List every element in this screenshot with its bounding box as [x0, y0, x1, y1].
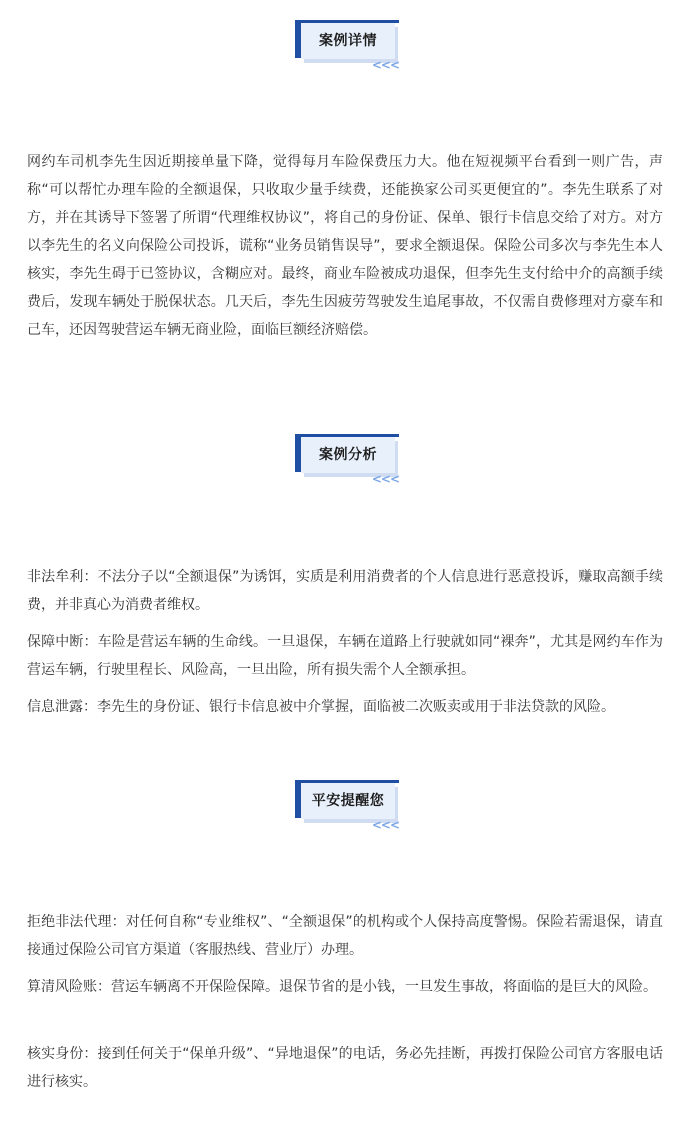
chevron-left-icon: <<<	[371, 472, 399, 486]
section-title: 案例详情	[319, 33, 377, 49]
section-header-case-details	[295, 20, 401, 74]
chevron-left-icon: <<<	[371, 58, 399, 72]
case-details-paragraph: 网约车司机李先生因近期接单量下降，觉得每月车险保费压力大。他在短视频平台看到一则广告，声称“可以帮忙办理车险的全额退保，只收取少量手续费，还能换家公司买更便宜的”。李先生联系了对方，并在其诱导下签署了所谓“代理维权协议”，将自己的身份证、保单、银行卡信息交给了对方。对方以李先生的名义向保险公司投诉，谎称“业务员销售误导”，要求全额退保。保险公司多次与李先生本人核实，李先生碍于已签协议，含糊应对。最终，商业车险被成功退保，但李先生支付给中介的高额手续费后，发现车辆处于脱保状态。几天后，李先生因疲劳驾驶发生追尾事故，不仅需自费修理对方豪车和己车，还因驾驶营运车辆无商业险，面临巨额经济赔偿。	[27, 154, 663, 338]
section-header-case-analysis	[295, 434, 401, 488]
analysis-paragraph-illegal-profit: 非法牟利：不法分子以“全额退保”为诱饵，实质是利用消费者的个人信息进行恶意投诉，赚取高额手续费，并非真心为消费者维权。	[27, 569, 663, 613]
analysis-paragraph-coverage-gap: 保障中断：车险是营运车辆的生命线。一旦退保，车辆在道路上行驶就如同“裸奔”，尤其是网约车作为营运车辆，行驶里程长、风险高，一旦出险，所有损失需个人全额承担。	[27, 634, 663, 678]
analysis-paragraph-info-leak: 信息泄露：李先生的身份证、银行卡信息被中介掌握，面临被二次贩卖或用于非法贷款的风险。	[27, 699, 615, 715]
reminder-paragraph-verify-identity: 核实身份：接到任何关于“保单升级”、“异地退保”的电话，务必先挂断，再拨打保险公司官方客服电话进行核实。	[27, 1046, 663, 1090]
reminder-paragraph-risk-calculation: 算清风险账：营运车辆离不开保险保障。退保节省的是小钱，一旦发生事故，将面临的是巨大的风险。	[27, 979, 657, 995]
section-title: 案例分析	[319, 447, 377, 463]
section-header-safety-reminder	[295, 780, 401, 834]
chevron-left-icon: <<<	[371, 818, 399, 832]
section-title: 平安提醒您	[311, 793, 385, 809]
reminder-paragraph-refuse-agents: 拒绝非法代理：对任何自称“专业维权”、“全额退保”的机构或个人保持高度警惕。保险若需退保，请直接通过保险公司官方渠道（客服热线、营业厅）办理。	[27, 914, 663, 958]
